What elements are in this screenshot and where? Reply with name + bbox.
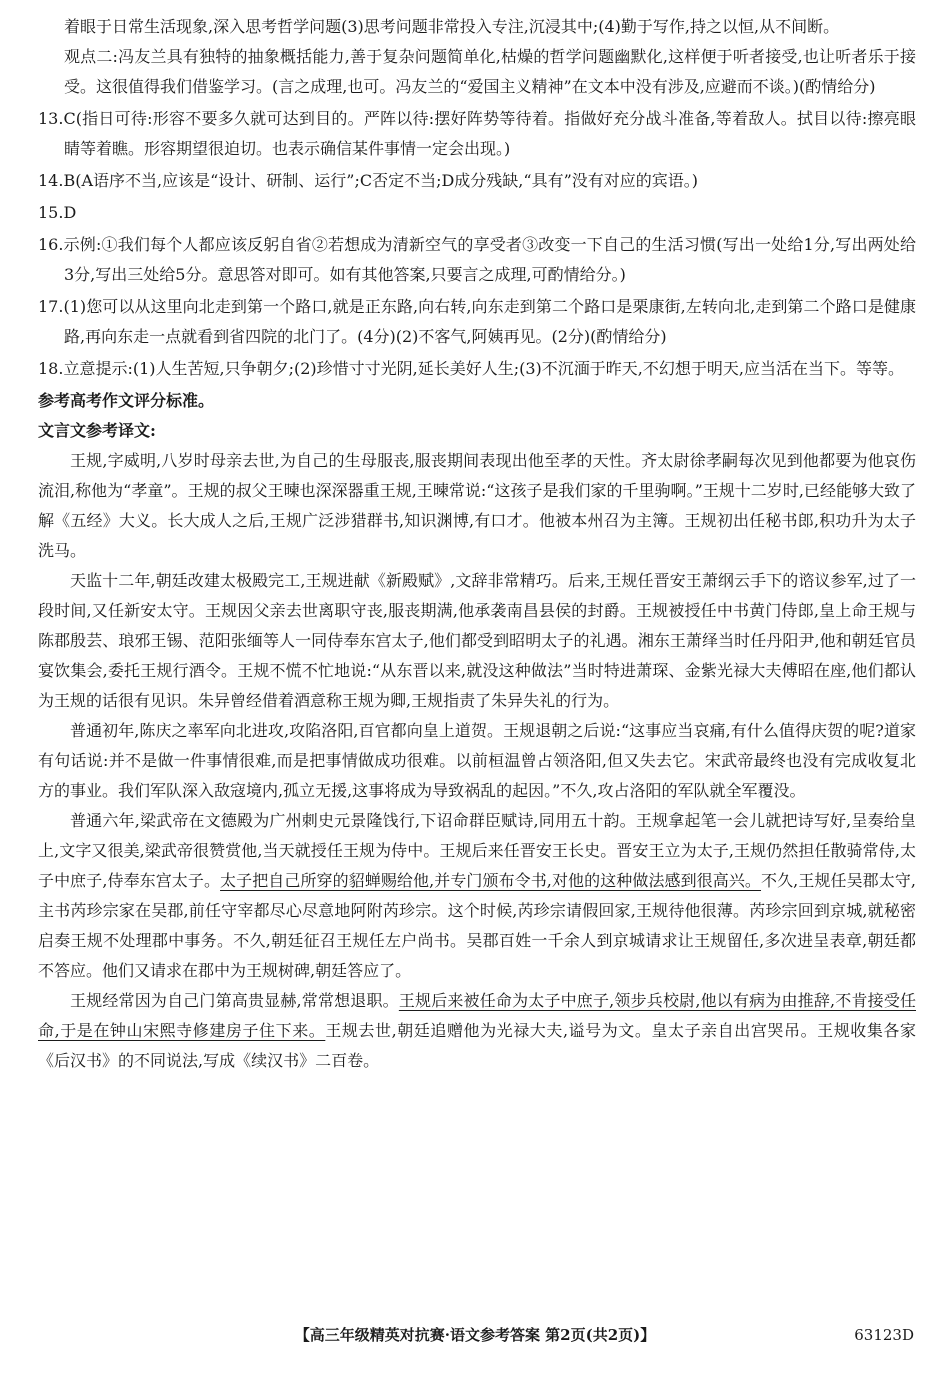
answer-17: 17.(1)您可以从这里向北走到第一个路口,就是正东路,向右转,向东走到第二个路口是栗康街,左转向北,走到第二个路口是健康路,再向东走一点就看到省四院的北门了。(4分)(2)不客气,阿姨再见。(2分)(酌情给分): [38, 297, 916, 346]
underlined-sentence: 王规后来被任命为太子中庶子,领步兵校尉,他以有病为由推辞,不肯接受任命,于是在钟山宋熙寺修建房子住下来。: [38, 991, 916, 1040]
translation-heading: 文言文参考译文:: [38, 421, 156, 440]
footer-title: 【高三年级精英对抗赛·语文参考答案 第2页(共2页)】: [294, 1326, 656, 1344]
translation-paragraph: 普通初年,陈庆之率军向北进攻,攻陷洛阳,百官都向皇上道贺。王规退朝之后说:“这事应当哀痛,有什么值得庆贺的呢?道家有句话说:并不是做一件事情很难,而是把事情做成功很难。以前桓温曾占领洛阳,但又失去它。宋武帝最终也没有完成收复北方的事业。我们军队深入敌寇境内,孤立无援,这事将成为导致祸乱的起因。”不久,攻占洛阳的军队就全军覆没。: [38, 721, 916, 800]
answer-16: 16.示例:①我们每个人都应该反躬自省②若想成为清新空气的享受者③改变一下自己的生活习惯(写出一处给1分,写出两处给3分,写出三处给5分。意思答对即可。如有其他答案,只要言之成理,可酌情给分。): [38, 235, 916, 284]
underlined-sentence: 太子把自己所穿的貂蝉赐给他,并专门颁布令书,对他的这种做法感到很高兴。: [220, 871, 762, 890]
translation-text: 普通六年,梁武帝在文德殿为广州刺史元景隆饯行,下诏命群臣赋诗,同用五十韵。王规拿起笔一会儿就把诗写好,呈奏给皇上,文字又很美,梁武帝很赞赏他,当天就授任王规为侍中。王规后来任晋安王长史。晋安王立为太子,王规仍然担任散骑常侍,太子中庶子,侍奉东宫太子。: [38, 811, 916, 890]
answer-page: [38, 12, 916, 1076]
translation-paragraph: [38, 986, 916, 1076]
answer-18: 18.立意提示:(1)人生苦短,只争朝夕;(2)珍惜寸寸光阴,延长美好人生;(3)不沉湎于昨天,不幻想于明天,应当活在当下。等等。: [38, 359, 904, 378]
translation-paragraph: 王规,字威明,八岁时母亲去世,为自己的生母服丧,服丧期间表现出他至孝的天性。齐太尉徐孝嗣每次见到他都要为他哀伤流泪,称他为“孝童”。王规的叔父王暕也深深器重王规,王暕常说:“这孩子是我们家的千里驹啊。”王规十二岁时,已经能够大致了解《五经》大义。长大成人之后,王规广泛涉猎群书,知识渊博,有口才。他被本州召为主簿。王规初出任秘书郎,积功升为太子洗马。: [38, 451, 916, 560]
answer-14: 14.B(A语序不当,应该是“设计、研制、运行”;C否定不当;D成分残缺,“具有”没有对应的宾语。): [38, 171, 698, 190]
answer-line: 观点二:冯友兰具有独特的抽象概括能力,善于复杂问题简单化,枯燥的哲学问题幽默化,这样便于听者接受,也让听者乐于接受。这很值得我们借鉴学习。(言之成理,也可。冯友兰的“爱国主义精神”在文本中没有涉及,应避而不谈。)(酌情给分): [64, 47, 916, 96]
translation-text: 不久,王规任吴郡太守,主书芮珍宗家在吴郡,前任守宰都尽心尽意地阿附芮珍宗。这个时候,芮珍宗请假回家,王规待他很薄。芮珍宗回到京城,就秘密启奏王规不处理郡中事务。不久,朝廷征召王规任左户尚书。吴郡百姓一千余人到京城请求让王规留任,多次进呈表章,朝廷都不答应。他们又请求在郡中为王规树碑,朝廷答应了。: [38, 871, 916, 980]
translation-paragraph: [38, 806, 916, 986]
translation-text: 王规去世,朝廷追赠他为光禄大夫,谥号为文。皇太子亲自出宫哭吊。王规收集各家《后汉书》的不同说法,写成《续汉书》二百卷。: [38, 1021, 916, 1070]
answer-line: 着眼于日常生活现象,深入思考哲学问题(3)思考问题非常投入专注,沉浸其中;(4)勤于写作,持之以恒,从不间断。: [64, 17, 840, 36]
answer-15: 15.D: [38, 203, 77, 222]
translation-text: 王规经常因为自己门第高贵显赫,常常想退职。: [70, 991, 399, 1010]
answer-13: 13.C(指日可待:形容不要多久就可达到目的。严阵以待:摆好阵势等待着。指做好充分战斗准备,等着敌人。拭目以待:擦亮眼睛等着瞧。形容期望很迫切。也表示确信某件事情一定会出现。): [38, 109, 916, 158]
translation-paragraph: 天监十二年,朝廷改建太极殿完工,王规进献《新殿赋》,文辞非常精巧。后来,王规任晋安王萧纲云手下的谘议参军,过了一段时间,又任新安太守。王规因父亲去世离职守丧,服丧期满,他承袭南昌县侯的封爵。王规被授任中书黄门侍郎,皇上命王规与陈郡殷芸、琅邪王锡、范阳张缅等人一同侍奉东宫太子,他们都受到昭明太子的礼遇。湘东王萧绎当时任丹阳尹,他和朝廷官员宴饮集会,委托王规行酒令。王规不慌不忙地说:“从东晋以来,就没这种做法”当时特进萧琛、金紫光禄大夫傅昭在座,他们都认为王规的话很有见识。朱异曾经借着酒意称王规为卿,王规指责了朱异失礼的行为。: [38, 571, 916, 710]
footer-code: 63123D: [854, 1326, 914, 1344]
essay-heading: 参考高考作文评分标准。: [38, 391, 215, 410]
